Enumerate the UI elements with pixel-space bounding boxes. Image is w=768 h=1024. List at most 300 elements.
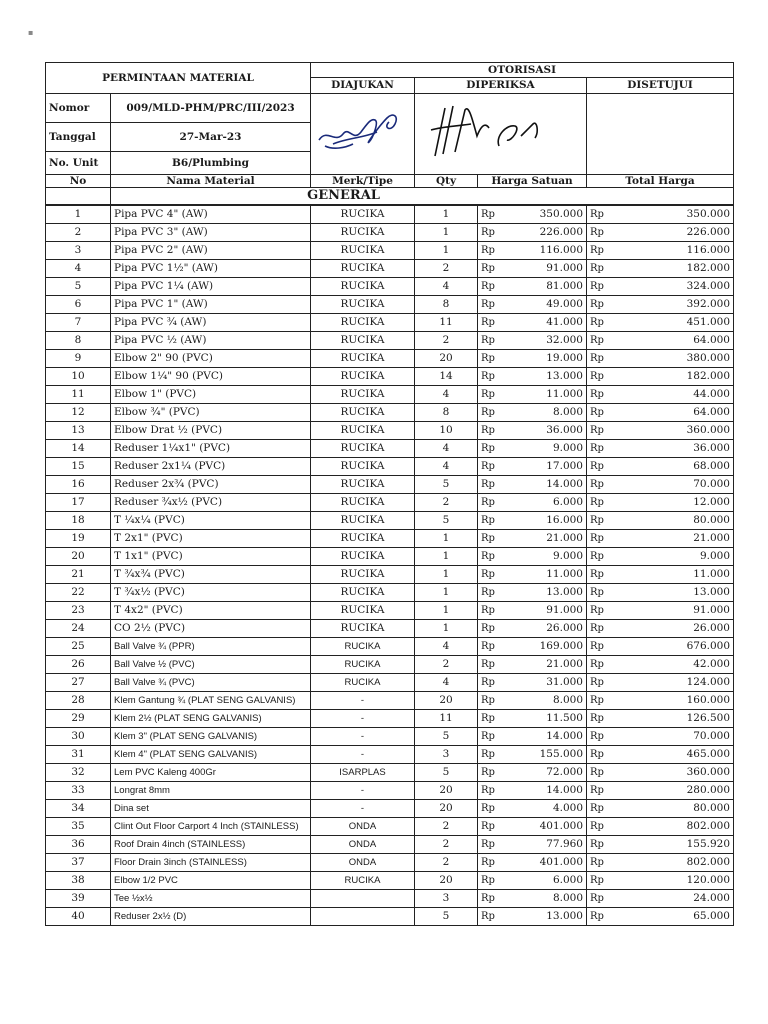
item-qty: 14 xyxy=(415,368,478,386)
item-unit-price: 6.000 xyxy=(506,872,587,890)
item-price-currency: Rp xyxy=(478,260,506,278)
item-qty: 1 xyxy=(415,242,478,260)
item-qty: 20 xyxy=(415,800,478,818)
item-total: 68.000 xyxy=(615,458,734,476)
item-name: Ball Valve ¾ (PPR) xyxy=(111,638,311,656)
item-total: 36.000 xyxy=(615,440,734,458)
section-spacer xyxy=(46,188,111,205)
item-total-currency: Rp xyxy=(587,710,615,728)
item-qty: 1 xyxy=(415,602,478,620)
item-no: 11 xyxy=(46,386,111,404)
item-brand: RUCIKA xyxy=(311,314,415,332)
item-total: 64.000 xyxy=(615,332,734,350)
item-price-currency: Rp xyxy=(478,350,506,368)
table-row xyxy=(46,566,734,584)
item-total: 26.000 xyxy=(615,620,734,638)
table-row xyxy=(46,314,734,332)
item-unit-price: 91.000 xyxy=(506,260,587,278)
table-row xyxy=(46,620,734,638)
item-name: Klem 2½ (PLAT SENG GALVANIS) xyxy=(111,710,311,728)
item-qty: 1 xyxy=(415,530,478,548)
item-total: 676.000 xyxy=(615,638,734,656)
item-price-currency: Rp xyxy=(478,566,506,584)
nomor-label: Nomor xyxy=(46,94,111,123)
item-total: 80.000 xyxy=(615,800,734,818)
table-row xyxy=(46,782,734,800)
item-name: Pipa PVC ½ (AW) xyxy=(111,332,311,350)
item-total-currency: Rp xyxy=(587,800,615,818)
item-qty: 1 xyxy=(415,548,478,566)
item-total-currency: Rp xyxy=(587,476,615,494)
item-brand: RUCIKA xyxy=(311,386,415,404)
item-qty: 4 xyxy=(415,386,478,404)
item-price-currency: Rp xyxy=(478,422,506,440)
item-total: 226.000 xyxy=(615,224,734,242)
item-no: 3 xyxy=(46,242,111,260)
table-row xyxy=(46,692,734,710)
item-name: Klem 4" (PLAT SENG GALVANIS) xyxy=(111,746,311,764)
item-unit-price: 4.000 xyxy=(506,800,587,818)
item-no: 38 xyxy=(46,872,111,890)
item-total-currency: Rp xyxy=(587,746,615,764)
diperiksa-signature-cell xyxy=(415,94,587,175)
item-qty: 1 xyxy=(415,566,478,584)
item-total-currency: Rp xyxy=(587,674,615,692)
table-row xyxy=(46,638,734,656)
item-brand: RUCIKA xyxy=(311,368,415,386)
item-unit-price: 17.000 xyxy=(506,458,587,476)
item-total-currency: Rp xyxy=(587,692,615,710)
item-price-currency: Rp xyxy=(478,314,506,332)
item-no: 35 xyxy=(46,818,111,836)
item-unit-price: 72.000 xyxy=(506,764,587,782)
item-total-currency: Rp xyxy=(587,890,615,908)
item-no: 36 xyxy=(46,836,111,854)
item-total: 126.500 xyxy=(615,710,734,728)
table-row xyxy=(46,746,734,764)
item-total-currency: Rp xyxy=(587,422,615,440)
item-total-currency: Rp xyxy=(587,314,615,332)
disetujui-signature-cell xyxy=(587,94,734,175)
table-row xyxy=(46,602,734,620)
item-no: 12 xyxy=(46,404,111,422)
item-total-currency: Rp xyxy=(587,278,615,296)
item-name: Reduser 2x1¼ (PVC) xyxy=(111,458,311,476)
item-qty: 2 xyxy=(415,494,478,512)
item-unit-price: 14.000 xyxy=(506,476,587,494)
item-total-currency: Rp xyxy=(587,350,615,368)
item-no: 32 xyxy=(46,764,111,782)
item-price-currency: Rp xyxy=(478,332,506,350)
col-qty: Qty xyxy=(415,175,478,188)
item-brand: ONDA xyxy=(311,836,415,854)
item-no: 24 xyxy=(46,620,111,638)
item-total: 324.000 xyxy=(615,278,734,296)
item-unit-price: 36.000 xyxy=(506,422,587,440)
item-total: 124.000 xyxy=(615,674,734,692)
item-price-currency: Rp xyxy=(478,656,506,674)
item-brand: RUCIKA xyxy=(311,872,415,890)
item-no: 21 xyxy=(46,566,111,584)
item-total: 12.000 xyxy=(615,494,734,512)
table-row xyxy=(46,494,734,512)
item-price-currency: Rp xyxy=(478,620,506,638)
item-brand: RUCIKA xyxy=(311,458,415,476)
item-unit-price: 11.500 xyxy=(506,710,587,728)
table-row xyxy=(46,224,734,242)
item-price-currency: Rp xyxy=(478,800,506,818)
item-no: 40 xyxy=(46,908,111,926)
item-brand: - xyxy=(311,710,415,728)
item-no: 10 xyxy=(46,368,111,386)
item-qty: 2 xyxy=(415,836,478,854)
item-no: 18 xyxy=(46,512,111,530)
table-row xyxy=(46,584,734,602)
item-total: 280.000 xyxy=(615,782,734,800)
item-brand: - xyxy=(311,746,415,764)
item-brand: RUCIKA xyxy=(311,602,415,620)
item-total: 21.000 xyxy=(615,530,734,548)
item-unit-price: 77.960 xyxy=(506,836,587,854)
item-name: Elbow ¾" (PVC) xyxy=(111,404,311,422)
form-title: PERMINTAAN MATERIAL xyxy=(46,63,311,94)
table-row xyxy=(46,818,734,836)
item-brand: RUCIKA xyxy=(311,242,415,260)
item-brand: ONDA xyxy=(311,854,415,872)
item-unit-price: 9.000 xyxy=(506,548,587,566)
table-row xyxy=(46,368,734,386)
table-row xyxy=(46,206,734,224)
item-unit-price: 8.000 xyxy=(506,890,587,908)
item-qty: 1 xyxy=(415,206,478,224)
item-price-currency: Rp xyxy=(478,746,506,764)
item-total: 350.000 xyxy=(615,206,734,224)
item-brand: RUCIKA xyxy=(311,584,415,602)
items-table xyxy=(45,205,734,926)
item-price-currency: Rp xyxy=(478,530,506,548)
item-total-currency: Rp xyxy=(587,548,615,566)
item-qty: 3 xyxy=(415,890,478,908)
item-brand: RUCIKA xyxy=(311,512,415,530)
item-brand xyxy=(311,908,415,926)
table-row xyxy=(46,548,734,566)
item-name: Reduser ¾x½ (PVC) xyxy=(111,494,311,512)
item-no: 8 xyxy=(46,332,111,350)
item-qty: 2 xyxy=(415,854,478,872)
item-total: 24.000 xyxy=(615,890,734,908)
table-row xyxy=(46,530,734,548)
item-price-currency: Rp xyxy=(478,548,506,566)
item-total-currency: Rp xyxy=(587,620,615,638)
item-no: 34 xyxy=(46,800,111,818)
item-total-currency: Rp xyxy=(587,566,615,584)
item-brand: RUCIKA xyxy=(311,206,415,224)
item-qty: 4 xyxy=(415,638,478,656)
item-price-currency: Rp xyxy=(478,296,506,314)
item-no: 15 xyxy=(46,458,111,476)
item-brand: - xyxy=(311,728,415,746)
diajukan-signature-cell xyxy=(311,94,415,175)
disetujui-label: DISETUJUI xyxy=(587,77,734,93)
item-total: 13.000 xyxy=(615,584,734,602)
item-name: Pipa PVC 1¼ (AW) xyxy=(111,278,311,296)
unit-label: No. Unit xyxy=(46,152,111,175)
item-qty: 5 xyxy=(415,512,478,530)
item-brand: RUCIKA xyxy=(311,404,415,422)
item-total: 91.000 xyxy=(615,602,734,620)
col-total: Total Harga xyxy=(587,175,734,188)
item-name: Reduser 2x¾ (PVC) xyxy=(111,476,311,494)
item-no: 25 xyxy=(46,638,111,656)
item-brand: RUCIKA xyxy=(311,530,415,548)
item-price-currency: Rp xyxy=(478,764,506,782)
item-no: 20 xyxy=(46,548,111,566)
item-total-currency: Rp xyxy=(587,296,615,314)
item-unit-price: 116.000 xyxy=(506,242,587,260)
item-total-currency: Rp xyxy=(587,908,615,926)
item-no: 19 xyxy=(46,530,111,548)
diperiksa-label: DIPERIKSA xyxy=(415,77,587,93)
item-total: 116.000 xyxy=(615,242,734,260)
table-row xyxy=(46,836,734,854)
item-qty: 20 xyxy=(415,350,478,368)
table-row xyxy=(46,476,734,494)
item-unit-price: 16.000 xyxy=(506,512,587,530)
item-brand: RUCIKA xyxy=(311,224,415,242)
item-total-currency: Rp xyxy=(587,782,615,800)
item-brand: RUCIKA xyxy=(311,674,415,692)
item-brand: - xyxy=(311,782,415,800)
table-row xyxy=(46,890,734,908)
table-row xyxy=(46,278,734,296)
item-qty: 20 xyxy=(415,692,478,710)
item-unit-price: 226.000 xyxy=(506,224,587,242)
item-total-currency: Rp xyxy=(587,494,615,512)
item-qty: 8 xyxy=(415,296,478,314)
diperiksa-signature xyxy=(415,96,581,166)
item-qty: 20 xyxy=(415,872,478,890)
table-row xyxy=(46,422,734,440)
item-total-currency: Rp xyxy=(587,728,615,746)
item-no: 4 xyxy=(46,260,111,278)
item-no: 23 xyxy=(46,602,111,620)
item-unit-price: 14.000 xyxy=(506,728,587,746)
item-brand: RUCIKA xyxy=(311,566,415,584)
item-price-currency: Rp xyxy=(478,458,506,476)
item-no: 28 xyxy=(46,692,111,710)
item-brand: - xyxy=(311,800,415,818)
item-price-currency: Rp xyxy=(478,368,506,386)
item-qty: 4 xyxy=(415,458,478,476)
item-unit-price: 8.000 xyxy=(506,404,587,422)
item-qty: 4 xyxy=(415,440,478,458)
item-brand: RUCIKA xyxy=(311,494,415,512)
item-price-currency: Rp xyxy=(478,908,506,926)
item-name: T 1x1" (PVC) xyxy=(111,548,311,566)
table-row xyxy=(46,764,734,782)
item-name: Elbow 1¼" 90 (PVC) xyxy=(111,368,311,386)
item-name: Longrat 8mm xyxy=(111,782,311,800)
item-qty: 8 xyxy=(415,404,478,422)
item-total-currency: Rp xyxy=(587,368,615,386)
table-row xyxy=(46,908,734,926)
item-no: 27 xyxy=(46,674,111,692)
item-name: Pipa PVC 2" (AW) xyxy=(111,242,311,260)
item-qty: 2 xyxy=(415,656,478,674)
item-unit-price: 401.000 xyxy=(506,818,587,836)
item-no: 16 xyxy=(46,476,111,494)
table-row xyxy=(46,458,734,476)
item-unit-price: 26.000 xyxy=(506,620,587,638)
item-no: 2 xyxy=(46,224,111,242)
item-price-currency: Rp xyxy=(478,890,506,908)
item-total: 392.000 xyxy=(615,296,734,314)
item-total-currency: Rp xyxy=(587,530,615,548)
col-harga: Harga Satuan xyxy=(478,175,587,188)
item-total-currency: Rp xyxy=(587,332,615,350)
item-price-currency: Rp xyxy=(478,872,506,890)
item-name: Pipa PVC 4" (AW) xyxy=(111,206,311,224)
item-total-currency: Rp xyxy=(587,584,615,602)
table-row xyxy=(46,674,734,692)
item-unit-price: 19.000 xyxy=(506,350,587,368)
item-no: 30 xyxy=(46,728,111,746)
item-unit-price: 21.000 xyxy=(506,656,587,674)
table-row xyxy=(46,872,734,890)
item-unit-price: 6.000 xyxy=(506,494,587,512)
item-price-currency: Rp xyxy=(478,404,506,422)
table-row xyxy=(46,854,734,872)
item-unit-price: 91.000 xyxy=(506,602,587,620)
item-name: Pipa PVC ¾ (AW) xyxy=(111,314,311,332)
item-price-currency: Rp xyxy=(478,242,506,260)
item-price-currency: Rp xyxy=(478,854,506,872)
item-no: 1 xyxy=(46,206,111,224)
header-table xyxy=(45,62,734,205)
unit-value: B6/Plumbing xyxy=(111,152,311,175)
table-row xyxy=(46,386,734,404)
item-qty: 1 xyxy=(415,584,478,602)
item-name: Tee ½x½ xyxy=(111,890,311,908)
item-total: 360.000 xyxy=(615,764,734,782)
item-qty: 20 xyxy=(415,782,478,800)
item-total-currency: Rp xyxy=(587,656,615,674)
item-total-currency: Rp xyxy=(587,764,615,782)
item-price-currency: Rp xyxy=(478,278,506,296)
item-unit-price: 41.000 xyxy=(506,314,587,332)
nomor-value: 009/MLD-PHM/PRC/III/2023 xyxy=(111,94,311,123)
item-price-currency: Rp xyxy=(478,836,506,854)
item-price-currency: Rp xyxy=(478,494,506,512)
item-price-currency: Rp xyxy=(478,512,506,530)
item-no: 31 xyxy=(46,746,111,764)
item-name: Ball Valve ¾ (PVC) xyxy=(111,674,311,692)
item-brand: RUCIKA xyxy=(311,440,415,458)
item-qty: 5 xyxy=(415,908,478,926)
item-price-currency: Rp xyxy=(478,206,506,224)
diajukan-signature xyxy=(313,98,413,168)
item-qty: 11 xyxy=(415,710,478,728)
item-qty: 10 xyxy=(415,422,478,440)
item-price-currency: Rp xyxy=(478,584,506,602)
item-total: 120.000 xyxy=(615,872,734,890)
section-title: GENERAL xyxy=(111,188,734,205)
item-unit-price: 21.000 xyxy=(506,530,587,548)
table-row xyxy=(46,512,734,530)
item-brand: RUCIKA xyxy=(311,548,415,566)
item-name: T ¼x¼ (PVC) xyxy=(111,512,311,530)
col-merk: Merk/Tipe xyxy=(311,175,415,188)
item-total: 42.000 xyxy=(615,656,734,674)
item-brand xyxy=(311,890,415,908)
item-qty: 1 xyxy=(415,224,478,242)
item-brand: RUCIKA xyxy=(311,638,415,656)
item-qty: 1 xyxy=(415,620,478,638)
item-no: 13 xyxy=(46,422,111,440)
item-total-currency: Rp xyxy=(587,206,615,224)
table-row xyxy=(46,440,734,458)
item-price-currency: Rp xyxy=(478,692,506,710)
item-no: 29 xyxy=(46,710,111,728)
item-price-currency: Rp xyxy=(478,674,506,692)
item-unit-price: 8.000 xyxy=(506,692,587,710)
item-total: 360.000 xyxy=(615,422,734,440)
item-qty: 2 xyxy=(415,332,478,350)
item-total: 70.000 xyxy=(615,728,734,746)
item-no: 9 xyxy=(46,350,111,368)
item-total-currency: Rp xyxy=(587,872,615,890)
item-total: 9.000 xyxy=(615,548,734,566)
table-row xyxy=(46,710,734,728)
item-brand: RUCIKA xyxy=(311,350,415,368)
item-no: 33 xyxy=(46,782,111,800)
item-unit-price: 13.000 xyxy=(506,368,587,386)
item-total: 380.000 xyxy=(615,350,734,368)
item-total: 451.000 xyxy=(615,314,734,332)
item-total-currency: Rp xyxy=(587,260,615,278)
item-total: 465.000 xyxy=(615,746,734,764)
item-total: 11.000 xyxy=(615,566,734,584)
col-nama: Nama Material xyxy=(111,175,311,188)
diajukan-label: DIAJUKAN xyxy=(311,77,415,93)
item-qty: 5 xyxy=(415,764,478,782)
item-unit-price: 13.000 xyxy=(506,908,587,926)
item-brand: RUCIKA xyxy=(311,656,415,674)
item-total: 64.000 xyxy=(615,404,734,422)
item-no: 22 xyxy=(46,584,111,602)
item-total-currency: Rp xyxy=(587,386,615,404)
item-name: Pipa PVC 3" (AW) xyxy=(111,224,311,242)
item-unit-price: 11.000 xyxy=(506,566,587,584)
item-total-currency: Rp xyxy=(587,440,615,458)
item-total-currency: Rp xyxy=(587,638,615,656)
table-row xyxy=(46,728,734,746)
item-unit-price: 169.000 xyxy=(506,638,587,656)
item-unit-price: 155.000 xyxy=(506,746,587,764)
item-name: Elbow 2" 90 (PVC) xyxy=(111,350,311,368)
item-no: 6 xyxy=(46,296,111,314)
item-brand: RUCIKA xyxy=(311,332,415,350)
item-total-currency: Rp xyxy=(587,818,615,836)
item-total: 182.000 xyxy=(615,368,734,386)
item-unit-price: 13.000 xyxy=(506,584,587,602)
item-no: 37 xyxy=(46,854,111,872)
item-price-currency: Rp xyxy=(478,224,506,242)
table-row xyxy=(46,242,734,260)
col-no: No xyxy=(46,175,111,188)
item-price-currency: Rp xyxy=(478,818,506,836)
item-price-currency: Rp xyxy=(478,710,506,728)
